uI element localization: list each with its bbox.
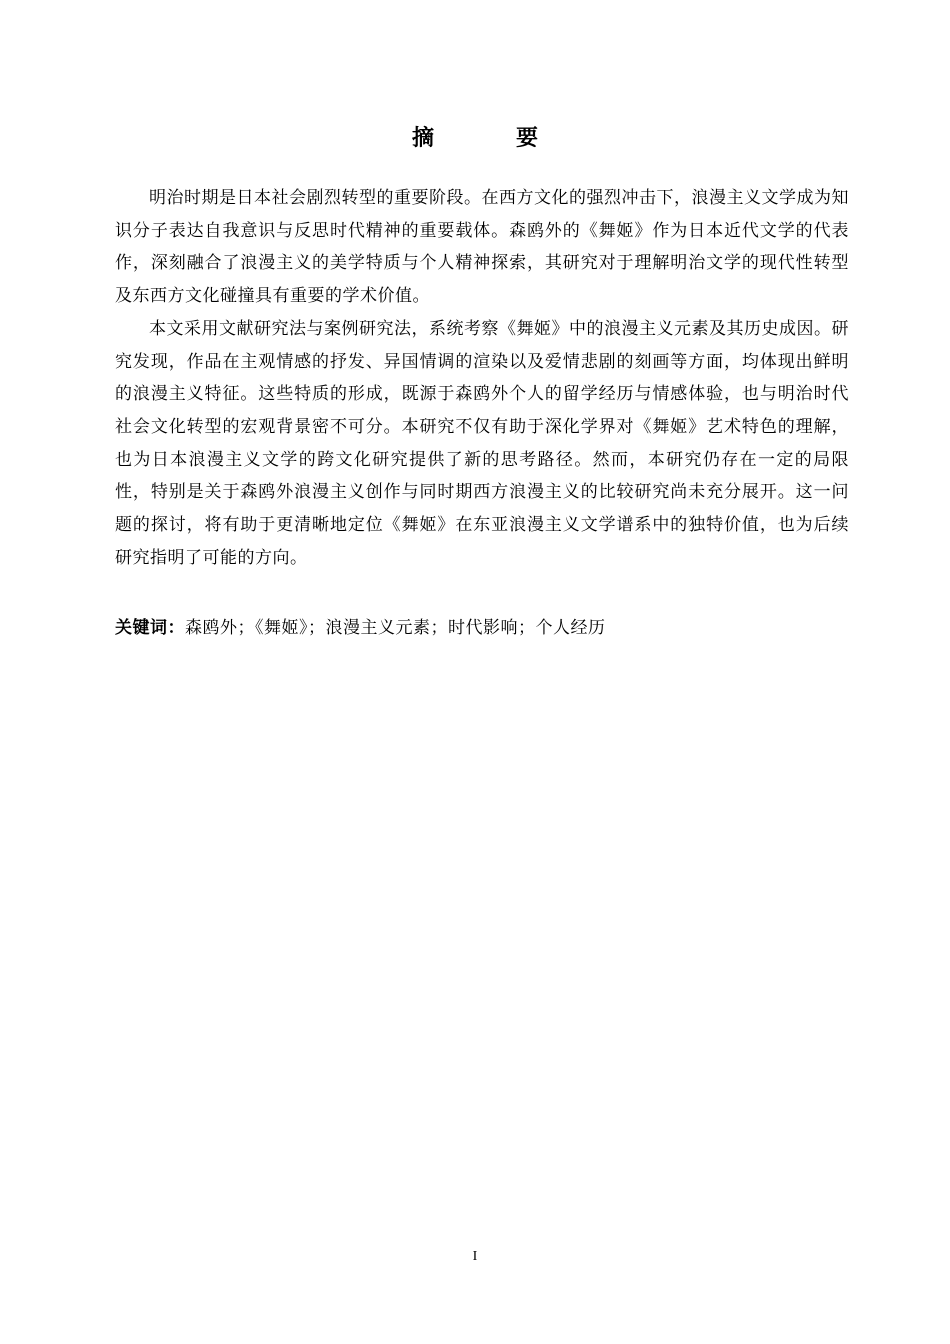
abstract-paragraph-2: 本文采用文献研究法与案例研究法，系统考察《舞姬》中的浪漫主义元素及其历史成因。研究发现，作品在主观情感的抒发、异国情调的渲染以及爱情悲剧的刻画等方面，均体现出鲜明的浪漫主义特征。这些特质的形成，既源于森鸥外个人的留学经历与情感体验，也与明治时代社会文化转型的宏观背景密不可分。本研究不仅有助于深化学界对《舞姬》艺术特色的理解，也为日本浪漫主义文学的跨文化研究提供了新的思考路径。然而，本研究仍存在一定的局限性，特别是关于森鸥外浪漫主义创作与同时期西方浪漫主义的比较研究尚未充分展开。这一问题的探讨，将有助于更清晰地定位《舞姬》在东亚浪漫主义文学谱系中的独特价值，也为后续研究指明了可能的方向。 <box>115 318 849 568</box>
page-title: 摘 要 <box>411 126 568 151</box>
keywords-text: 森鸥外；《舞姬》；浪漫主义元素；时代影响；个人经历 <box>185 618 606 638</box>
abstract-body <box>115 182 849 574</box>
page-number: I <box>472 1249 478 1264</box>
keywords-label: 关键词： <box>115 618 185 638</box>
keywords-line <box>115 612 855 644</box>
abstract-paragraph-1: 明治时期是日本社会剧烈转型的重要阶段。在西方文化的强烈冲击下，浪漫主义文学成为知识分子表达自我意识与反思时代精神的重要载体。森鸥外的《舞姬》作为日本近代文学的代表作，深刻融合了浪漫主义的美学特质与个人精神探索，其研究对于理解明治文学的现代性转型及东西方文化碰撞具有重要的学术价值。 <box>115 188 849 307</box>
